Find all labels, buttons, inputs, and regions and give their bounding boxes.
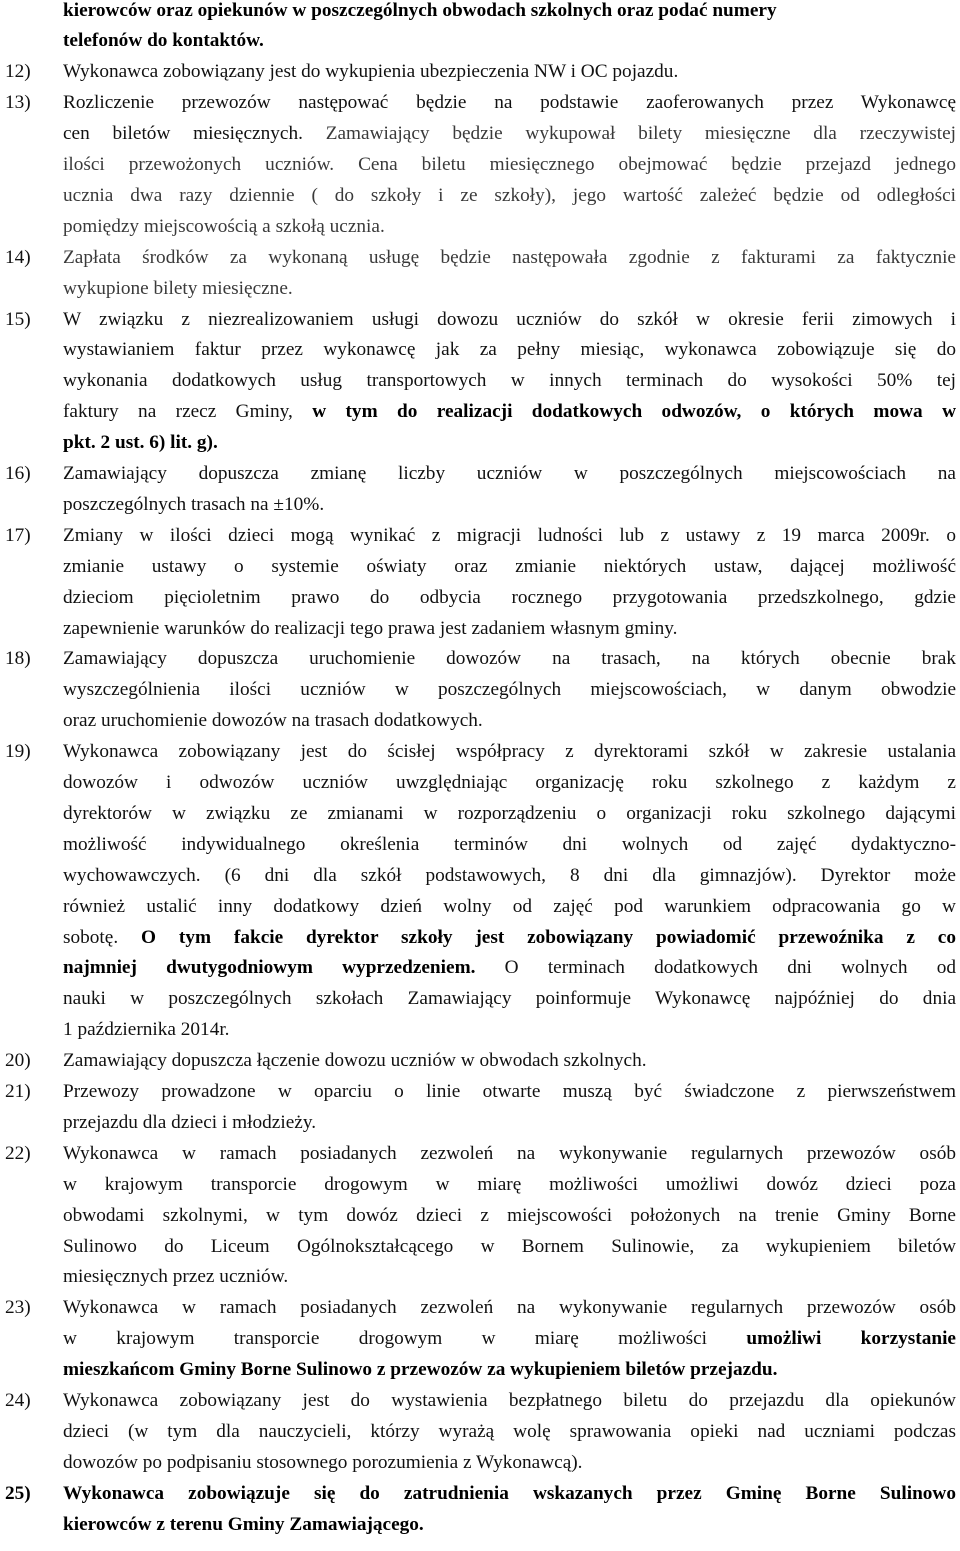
text-segment: miesięcznych przez uczniów. [63,1266,289,1288]
list-item-line [63,1108,956,1139]
text-segment: umożliwi korzystanie [746,1328,956,1350]
list-item-line [63,1417,956,1448]
text-segment: telefonów do kontaktów. [63,30,264,52]
list-item-line [63,984,956,1015]
text-segment: wystawianiem faktur przez wykonawcę jak za pełny miesiąc, wykonawca zobowiązuje się do [63,339,956,361]
list-item-line [63,274,956,305]
list-item-line [63,1077,956,1108]
text-segment: nauki w poszczególnych szkołach Zamawiający poinformuje Wykonawcę najpóźniej do dnia [63,988,956,1010]
text-segment: oraz uruchomienie dowozów na trasach dodatkowych. [63,710,483,732]
list-item-line [63,923,956,954]
list-item-line [63,1386,956,1417]
text-segment: Zmiany w ilości dzieci mogą wynikać z migracji ludności lub z ustawy z 19 marca 2009r. o [63,524,956,546]
list-item-number: 17) [5,524,31,546]
list-item-line [63,181,956,212]
list-item-line [63,953,956,984]
text-segment: dzieci (w tym dla nauczycieli, którzy wyrażą wolę sprawowania opieki nad uczniami podczas [63,1420,956,1442]
text-segment: Przewozy prowadzone w oparciu o linie otwarte muszą być świadczone z pierwszeństwem [63,1081,956,1102]
list-item-line [63,119,956,150]
text-segment: Zamawiający będzie wykupował bilety miesięczne dla rzeczywistej [325,123,956,145]
list-item-line [63,1262,956,1293]
text-segment: ilości przewożonych uczniów. [63,154,359,175]
list-item-line [63,861,956,892]
text-segment: Zamawiający dopuszcza zmianę liczby uczniów w poszczególnych miejscowościach na [63,463,956,484]
list-item-line [63,459,956,490]
text-segment: najmniej dwutygodniowym wyprzedzeniem. [63,957,476,979]
list-item-line [63,1015,956,1046]
text-segment: Wykonawca zobowiązany jest do ścisłej współpracy z dyrektorami szkół w zakresie ustalania [63,741,956,763]
list-item-number: 21) [5,1081,31,1102]
text-segment: pkt. 2 ust. 6) lit. g). [63,432,218,454]
text-segment: kierowców z terenu Gminy Zamawiającego. [63,1513,424,1535]
list-item-line [63,552,956,583]
text-segment: wyszczególnienia ilości uczniów w poszczególnych miejscowościach, w danym obwodzie [63,679,956,701]
text-segment: mieszkańcom Gminy Borne Sulinowo z przewozów za wykupieniem biletów przejazdu. [63,1359,778,1381]
list-item-line [63,88,956,119]
text-segment: w tym do realizacji dodatkowych odwozów, o których mowa w [312,401,956,423]
list-item-line [63,830,956,861]
text-segment: 1 października 2014r. [63,1019,230,1041]
list-item-number: 24) [5,1390,31,1411]
list-item-number: 16) [5,463,31,484]
text-segment: sobotę. [63,926,142,948]
list-item-line [63,1479,956,1510]
text-segment: dyrektorów w związku ze zmianami w rozporządzeniu o organizacji roku szkolnego dającymi [63,802,956,824]
list-item-number: 13) [5,92,31,114]
text-segment: wykonania dodatkowych usług transportowych w innych terminach do wysokości 50% tej [63,370,956,392]
list-item-line [63,768,956,799]
text-segment: cen biletów miesięcznych. [63,123,326,145]
text-segment: Rozliczenie przewozów następować będzie na podstawie zaoferowanych przez Wykonawcę [63,92,956,114]
list-item-number: 14) [5,246,31,268]
list-item-line [63,1232,956,1263]
list-item-line [63,1293,956,1324]
list-item-number: 15) [5,308,31,330]
text-segment: Cena biletu miesięcznego obejmować będzie przejazd jednego [358,154,956,175]
text-segment: O tym fakcie dyrektor szkoły jest zobowiązany powiadomić przewoźnika z co [141,926,956,948]
text-segment: kierowców oraz opiekunów w poszczególnych obwodach szkolnych oraz podać numery [63,0,777,21]
text-segment: wychowawczych. (6 dni dla szkół podstawowych, 8 dni dla gimnazjów). Dyrektor może [63,864,956,886]
text-segment: Zamawiający dopuszcza uruchomienie dowozów na trasach, na których obecnie brak [63,648,956,670]
list-item-line [63,335,956,366]
list-item-line [63,644,956,675]
list-item-line [63,614,956,645]
text-segment: dzieciom pięcioletnim prawo do odbycia rocznego przygotowania przedszkolnego, gdzie [63,586,956,608]
text-segment: w krajowym transporcie drogowym w miarę możliwości [63,1328,747,1350]
list-item-line [63,57,956,88]
list-item-number: 18) [5,648,31,670]
list-item-line [63,397,956,428]
text-segment: w krajowym transporcie drogowym w miarę możliwości umożliwi dowóz dzieci poza [63,1173,956,1195]
list-item-line [63,366,956,397]
list-item-number: 19) [5,741,31,763]
text-segment: Wykonawca zobowiązany jest do wykupienia ubezpieczenia NW i OC pojazdu. [63,61,679,83]
list-item-line [63,305,956,336]
list-item-line [63,1448,956,1479]
list-item-number: 25) [5,1482,31,1504]
list-item-number: 23) [5,1297,31,1319]
list-item-line [63,521,956,552]
text-segment: zapewnienie warunków do realizacji tego prawa jest zadaniem własnym gminy. [63,617,678,639]
text-segment: Wykonawca zobowiązany jest do wystawienia bezpłatnego biletu do przejazdu dla opiekunów [63,1390,956,1411]
list-item-number: 12) [5,61,31,83]
text-segment: faktury na rzecz Gminy, [63,401,313,423]
text-segment: Sulinowo do Liceum Ogólnokształcącego w Bornem Sulinowie, za wykupieniem biletów [63,1235,956,1257]
list-item-line [63,1046,956,1077]
list-item-line [63,1170,956,1201]
text-segment: obwodami szkolnymi, w tym dowóz dzieci z miejscowości położonych na trenie Gminy Borne [63,1204,956,1226]
list-item-line [63,583,956,614]
list-item-line [63,212,956,243]
text-segment: dowozów i odwozów uczniów uwzględniając organizację roku szkolnego z każdym z [63,772,956,793]
list-item-line [63,675,956,706]
text-segment: również ustalić inny dodatkowy dzień wolny od zajęć pod warunkiem odpracowania go w [63,895,956,917]
list-item-line [63,799,956,830]
text-segment: Zapłata środków za wykonaną usługę będzie następowała zgodnie z fakturami za faktycznie [63,246,956,268]
list-item-line [63,737,956,768]
intro-line [63,0,777,26]
list-item-line [63,1201,956,1232]
text-segment: pomiędzy miejscowością a szkołą ucznia. [63,215,385,237]
list-item-line [63,243,956,274]
text-segment: Wykonawca zobowiązuje się do zatrudnienia wskazanych przez Gminę Borne Sulinowo [63,1482,956,1504]
list-item-line [63,706,956,737]
text-segment: W związku z niezrealizowaniem usługi dowozu uczniów do szkół w okresie ferii zimowych i [63,308,956,330]
list-item-number: 22) [5,1142,31,1164]
list-item-line [63,892,956,923]
text-segment: dowozów po podpisaniu stosownego porozumienia z Wykonawcą). [63,1451,583,1473]
list-item-line [63,1510,956,1541]
list-item-line [63,490,956,521]
text-segment: zmianie ustawy o systemie oświaty oraz zmianie niektórych ustaw, dającej możliwość [63,555,956,577]
list-item-line [63,1139,956,1170]
text-segment: możliwość indywidualnego określenia terminów dni wolnych od zajęć dydaktyczno- [63,833,956,855]
text-segment: poszczególnych trasach na ±10%. [63,493,325,515]
text-segment: wykupione bilety miesięczne. [63,277,293,299]
list-item-line [63,150,956,181]
text-segment: O terminach dodatkowych dni wolnych od [475,957,956,979]
list-item-line [63,1324,956,1355]
text-segment: Wykonawca w ramach posiadanych zezwoleń na wykonywanie regularnych przewozów osób [63,1297,956,1319]
list-item-line [63,1355,956,1386]
text-segment: Wykonawca w ramach posiadanych zezwoleń na wykonywanie regularnych przewozów osób [63,1142,956,1164]
text-segment: ucznia dwa razy dziennie ( do szkoły i ze szkoły), jego wartość zależeć będzie od odległości [63,184,956,206]
list-item-line [63,428,956,459]
text-segment: przejazdu dla dzieci i młodzieży. [63,1111,317,1133]
list-item-number: 20) [5,1050,31,1072]
intro-line [63,26,264,57]
text-segment: Zamawiający dopuszcza łączenie dowozu uczniów w obwodach szkolnych. [63,1050,647,1072]
